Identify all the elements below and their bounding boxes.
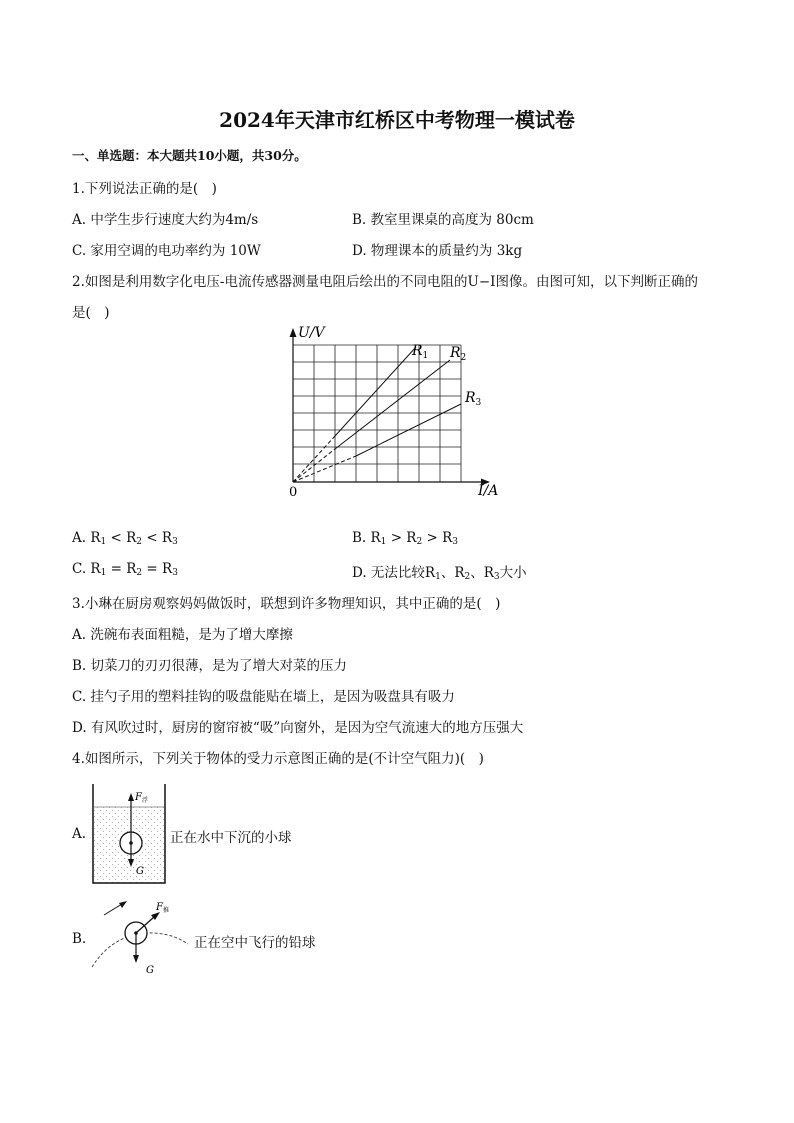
q4-option-b-label[interactable]: B. <box>72 931 87 947</box>
q1-option-c[interactable]: C. 家用空调的电功率约为 10W <box>72 243 261 259</box>
q4-stem: 4.如图所示，下列关于物体的受力示意图正确的是(不计空气阻力)( ) <box>72 751 484 767</box>
q3-option-a[interactable]: A. 洗碗布表面粗糙，是为了增大摩擦 <box>72 627 293 643</box>
q2-option-b[interactable]: B. $R_1 > R_2 > R_3$ <box>352 530 458 547</box>
q2-stem-line1: 2.如图是利用数字化电压-电流传感器测量电阻后绘出的不同电阻的U−I图像。由图可知，以下判断正确的 <box>72 274 698 290</box>
velocity-arrow <box>104 904 122 915</box>
q1-option-b[interactable]: B. 教室里课桌的高度为 80cm <box>352 212 534 228</box>
q2-option-c[interactable]: C. $R_1 = R_2 = R_3$ <box>72 561 178 578</box>
gravity-arrow-head <box>133 955 139 963</box>
gravity-label: G <box>136 866 144 877</box>
section-heading: 一、单选题：本大题共10小题，共30分。 <box>72 148 307 163</box>
r1-line <box>335 347 416 436</box>
r3-label: $R_3$ <box>465 390 482 408</box>
r3-dashed-segment <box>293 456 356 482</box>
shot-gravity-label: G <box>146 965 154 976</box>
q2-option-d[interactable]: D. 无法比较$R_1$、$R_2$、$R_3$大小 <box>352 565 527 582</box>
q4-option-a-label[interactable]: A. <box>72 826 87 842</box>
y-axis-label: U/V <box>298 325 325 341</box>
velocity-arrow-head <box>119 901 127 908</box>
sinking-ball-diagram <box>90 782 168 886</box>
q3-option-c[interactable]: C. 挂勺子用的塑料挂钩的吸盘能贴在墙上，是因为吸盘具有吸力 <box>72 689 455 705</box>
q3-option-d[interactable]: D. 有风吹过时，厨房的窗帘被“吸”向窗外，是因为空气流速大的地方压强大 <box>72 720 524 736</box>
origin-label: 0 <box>289 485 298 500</box>
q1-option-a[interactable]: A. 中学生步行速度大约为4m/s <box>72 212 259 228</box>
q4-option-b-caption[interactable]: 正在空中飞行的铅球 <box>194 935 316 951</box>
flying-shot-diagram <box>90 893 190 977</box>
q2-stem-line2: 是( ) <box>72 305 110 321</box>
u-i-graph <box>280 322 510 504</box>
graph-grid <box>293 345 461 482</box>
r2-label: $R_2$ <box>450 345 467 363</box>
q2-option-a[interactable]: A. $R_1 < R_2 < R_3$ <box>72 530 178 547</box>
y-axis-arrow <box>290 328 297 337</box>
buoyancy-label: $F_浮$ <box>135 792 148 804</box>
page-title: 2024年天津市红桥区中考物理一模试卷 <box>219 108 575 132</box>
x-axis-label: I/A <box>478 483 499 499</box>
q3-stem: 3.小琳在厨房观察妈妈做饭时，联想到许多物理知识，其中正确的是( ) <box>72 596 501 612</box>
r1-label: $R_1$ <box>412 343 429 361</box>
q1-option-d[interactable]: D. 物理课本的质量约为 3kg <box>352 243 523 259</box>
q4-option-a-caption[interactable]: 正在水中下沉的小球 <box>170 830 292 846</box>
buoyancy-arrow-head <box>128 793 134 801</box>
q3-option-b[interactable]: B. 切菜刀的刃刃很薄，是为了增大对菜的压力 <box>72 658 348 674</box>
q1-stem: 1.下列说法正确的是( ) <box>72 181 217 197</box>
push-force-label: $F_推$ <box>156 902 169 914</box>
